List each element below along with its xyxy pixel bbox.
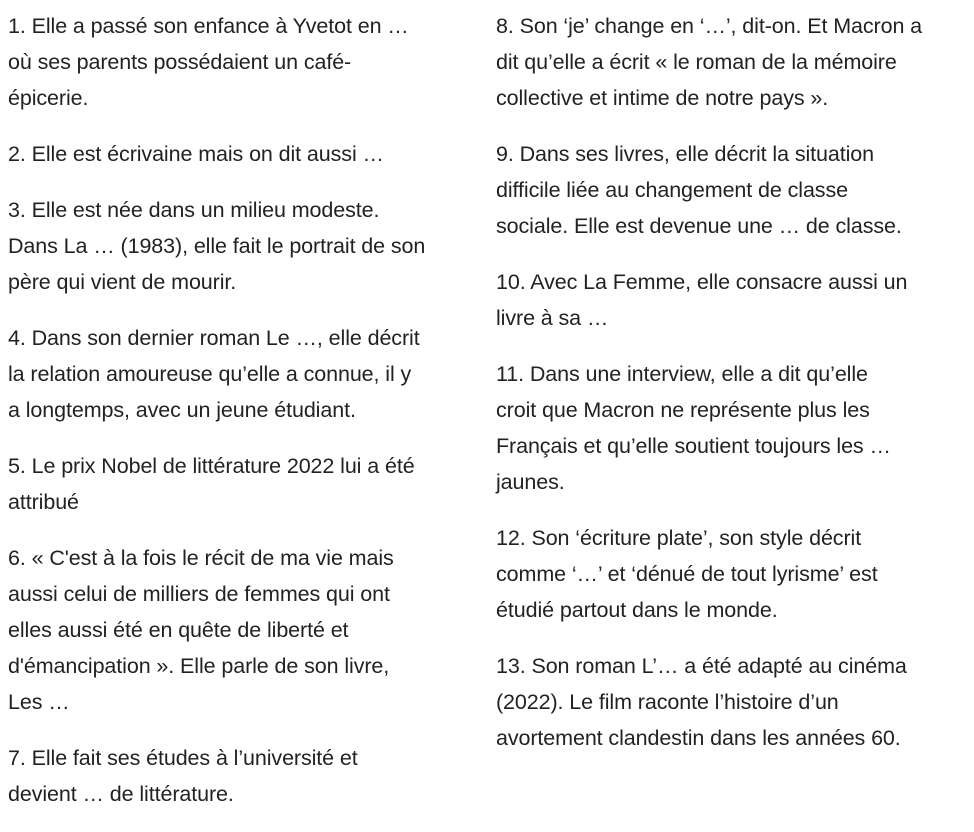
clue-6: 6. « C'est à la fois le récit de ma vie mais aussi celui de milliers de femmes qui ont elles aussi été en quête de liberté et d'émancipation ». Elle parle de son livre, Les …	[8, 546, 394, 714]
clue-4: 4. Dans son dernier roman Le …, elle décrit la relation amoureuse qu’elle a connue, il y a longtemps, avec un jeune étudiant.	[8, 326, 420, 422]
clue-13: 13. Son roman L’… a été adapté au cinéma (2022). Le film raconte l’histoire d’un avortement clandestin dans les années 60.	[496, 654, 907, 750]
clue-2: 2. Elle est écrivaine mais on dit aussi …	[8, 142, 384, 166]
clue-3: 3. Elle est née dans un milieu modeste. Dans La … (1983), elle fait le portrait de son père qui vient de mourir.	[8, 198, 426, 294]
clue-11: 11. Dans une interview, elle a dit qu’elle croit que Macron ne représente plus les Français et qu’elle soutient toujours les … jaunes.	[496, 362, 891, 494]
clues-column-right	[496, 8, 966, 776]
clue-5: 5. Le prix Nobel de littérature 2022 lui a été attribué	[8, 454, 415, 514]
clue-8: 8. Son ‘je’ change en ‘…’, dit-on. Et Macron a dit qu’elle a écrit « le roman de la mémoire collective et intime de notre pays ».	[496, 14, 923, 110]
clue-9: 9. Dans ses livres, elle décrit la situation difficile liée au changement de classe sociale. Elle est devenue une … de classe.	[496, 142, 902, 238]
clue-12: 12. Son ‘écriture plate’, son style décrit comme ‘…’ et ‘dénué de tout lyrisme’ est étudié partout dans le monde.	[496, 526, 878, 622]
clue-10: 10. Avec La Femme, elle consacre aussi un livre à sa …	[496, 270, 908, 330]
clue-7: 7. Elle fait ses études à l’université et devient … de littérature.	[8, 746, 358, 806]
clues-column-left	[8, 8, 478, 832]
clue-1: 1. Elle a passé son enfance à Yvetot en … où ses parents possédaient un café- épicerie.	[8, 14, 409, 110]
